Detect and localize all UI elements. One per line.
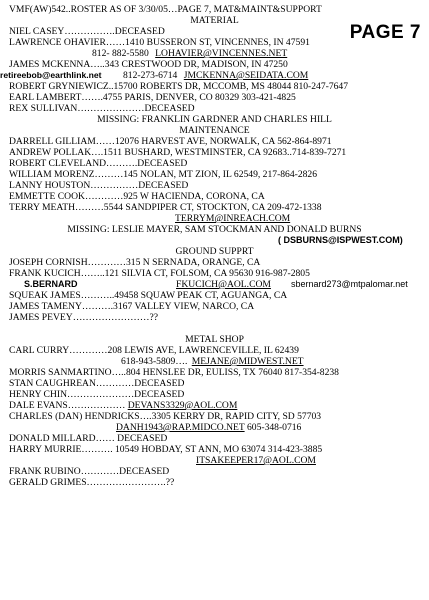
phone-number: 618-943-5809…. xyxy=(121,356,188,367)
roster-entry: DONALD MILLARD…… DECEASED xyxy=(9,433,168,444)
contact-line xyxy=(92,48,287,59)
section-title-ground-support: GROUND SUPPRT xyxy=(175,246,254,257)
contact-line xyxy=(123,70,308,81)
roster-entry: EMMETTE COOK…………925 W HACIENDA, CORONA, CA xyxy=(9,191,265,202)
roster-entry: ROBERT CLEVELAND……….DECEASED xyxy=(9,158,188,169)
member-name: DALE EVANS……………… xyxy=(9,400,128,411)
roster-entry: JAMES PEVEY……………………?? xyxy=(9,312,158,323)
roster-entry: HENRY CHIN…………………DECEASED xyxy=(9,389,185,400)
roster-entry: SQUEAK JAMES………..49458 SQUAW PEAK CT, AGUANGA, CA xyxy=(9,290,288,301)
email-link[interactable]: ITSAKEEPER17@AOL.COM xyxy=(196,455,316,466)
handwritten-name-note: S.BERNARD xyxy=(24,279,78,289)
roster-entry: STAN CAUGHREAN…………DECEASED xyxy=(9,378,185,389)
section-title-metal-shop: METAL SHOP xyxy=(185,334,244,345)
roster-entry: TERRY MEATH………5544 SANDPIPER CT, STOCKTON, CA 209-472-1338 xyxy=(9,202,322,213)
email-link[interactable]: FKUCICH@AOL.COM xyxy=(176,279,271,290)
roster-entry: CARL CURRY…………208 LEWIS AVE, LAWRENCEVILLE, IL 62439 xyxy=(9,345,299,356)
handwritten-email-note: retireebob@earthlink.net xyxy=(0,70,102,80)
roster-entry: JOSEPH CORNISH…………315 N SERNADA, ORANGE, CA xyxy=(9,257,261,268)
contact-line xyxy=(121,356,304,367)
roster-entry: GERALD GRIMES…………………….?? xyxy=(9,477,175,488)
contact-line xyxy=(116,422,301,433)
roster-entry: REX SULLIVAN…………………DECEASED xyxy=(9,103,195,114)
phone-number: 605-348-0716 xyxy=(244,422,302,433)
roster-entry: FRANK KUCICH……..121 SILVIA CT, FOLSOM, CA 95630 916-987-2805 xyxy=(9,268,310,279)
phone-number: 812- 882-5580 xyxy=(92,48,149,59)
roster-entry: EARL LAMBERT…….4755 PARIS, DENVER, CO 80329 303-421-4825 xyxy=(9,92,296,103)
roster-entry: ROBERT GRYNIEWICZ..15700 ROBERTS DR, MCCOMB, MS 48044 810-247-7647 xyxy=(9,81,349,92)
missing-note: MISSING: FRANKLIN GARDNER AND CHARLES HILL xyxy=(97,114,332,125)
roster-entry: JAMES TAMENY……….3167 VALLEY VIEW, NARCO, CA xyxy=(9,301,255,312)
email-link[interactable]: DEVANS3329@AOL.COM xyxy=(127,400,238,411)
email-link[interactable]: JMCKENNA@SEIDATA.COM xyxy=(183,70,309,81)
handwritten-email-note: sbernard273@mtpalomar.net xyxy=(291,279,408,289)
roster-entry: ANDREW POLLAK….1511 BUSHARD, WESTMINSTER, CA 92683..714-839-7271 xyxy=(9,147,347,158)
missing-note: MISSING: LESLIE MAYER, SAM STOCKMAN AND DONALD BURNS xyxy=(67,224,362,235)
phone-number: 812-273-6714 xyxy=(123,70,178,81)
section-title-material: MATERIAL xyxy=(190,15,239,26)
roster-entry: WILLIAM MORENZ………145 NOLAN, MT ZION, IL 62549, 217-864-2826 xyxy=(9,169,318,180)
roster-entry: JAMES MCKENNA…..343 CRESTWOOD DR, MADISON, IN 47250 xyxy=(9,59,288,70)
roster-entry: DARRELL GILLIAM……12076 HARVEST AVE, NORWALK, CA 562-864-8971 xyxy=(9,136,332,147)
roster-entry: FRANK RUBINO…………DECEASED xyxy=(9,466,170,477)
handwritten-email-note: ( DSBURNS@ISPWEST.COM) xyxy=(278,235,403,245)
roster-entry: LAWRENCE OHAVIER……1410 BUSSERON ST, VINCENNES, IN 47591 xyxy=(9,37,310,48)
roster-entry: LANNY HOUSTON……………DECEASED xyxy=(9,180,189,191)
section-title-maintenance: MAINTENANCE xyxy=(179,125,250,136)
roster-entry: HARRY MURRIE………. 10549 HOBDAY, ST ANN, MO 63074 314-423-3885 xyxy=(9,444,323,455)
roster-title: VMF(AW)542..ROSTER AS OF 3/30/05…PAGE 7, MAT&MAINT&SUPPORT xyxy=(9,4,322,15)
roster-entry xyxy=(9,400,237,411)
roster-entry: MORRIS SANMARTINO…..804 HENSLEE DR, EULISS, TX 76040 817-354-8238 xyxy=(9,367,339,378)
email-link[interactable]: MEJANE@MIDWEST.NET xyxy=(191,356,304,367)
roster-entry: NIEL CASEY…………….DECEASED xyxy=(9,26,165,37)
email-link[interactable]: LOHAVIER@VINCENNES.NET xyxy=(155,48,288,59)
page-number-badge: PAGE 7 xyxy=(349,22,421,43)
email-link[interactable]: TERRYM@INREACH.COM xyxy=(175,213,291,224)
roster-entry: CHARLES (DAN) HENDRICKS….3305 KERRY DR, RAPID CITY, SD 57703 xyxy=(9,411,322,422)
email-link[interactable]: DANH1943@RAP.MIDCO.NET xyxy=(116,422,245,433)
